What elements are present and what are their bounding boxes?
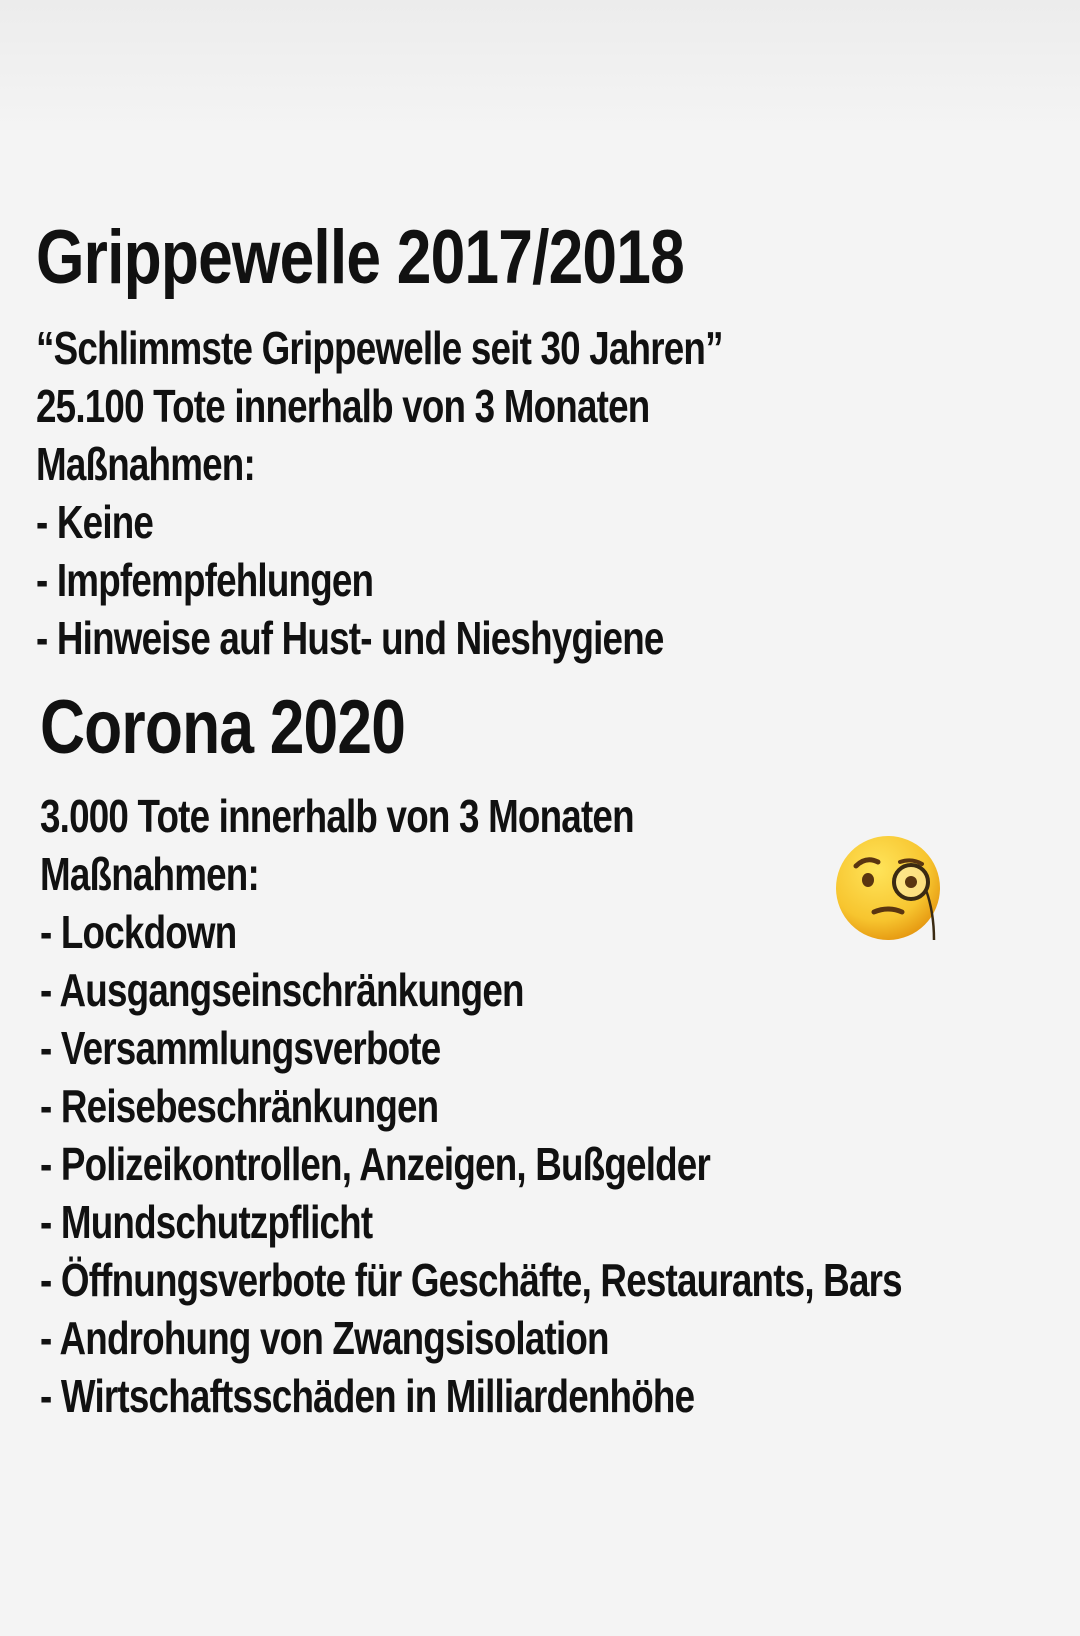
face-with-monocle-icon — [834, 832, 946, 944]
corona-measure-item: - Reisebeschränkungen — [40, 1080, 439, 1132]
corona-measure-item: - Mundschutzpflicht — [40, 1196, 373, 1248]
corona-measure-item: - Ausgangseinschränkungen — [40, 964, 524, 1016]
flu-measure-item: - Hinweise auf Hust- und Nieshygiene — [36, 612, 664, 664]
corona-measure-item: - Androhung von Zwangsisolation — [40, 1312, 609, 1364]
corona-measure-item: - Öffnungsverbote für Geschäfte, Restaurants, Bars — [40, 1254, 902, 1306]
corona-heading: Corona 2020 — [40, 685, 406, 770]
corona-measures-label: Maßnahmen: — [40, 848, 259, 900]
corona-measure-item: - Versammlungsverbote — [40, 1022, 441, 1074]
flu-measures-label: Maßnahmen: — [36, 438, 255, 490]
corona-measure-item: - Lockdown — [40, 906, 237, 958]
corona-deaths: 3.000 Tote innerhalb von 3 Monaten — [40, 790, 634, 842]
flu-measure-item: - Keine — [36, 496, 154, 548]
flu-heading: Grippewelle 2017/2018 — [36, 215, 684, 300]
corona-measure-item: - Polizeikontrollen, Anzeigen, Bußgelder — [40, 1138, 710, 1190]
flu-deaths: 25.100 Tote innerhalb von 3 Monaten — [36, 380, 650, 432]
flu-quote: “Schlimmste Grippewelle seit 30 Jahren” — [36, 322, 723, 374]
flu-measure-item: - Impfempfehlungen — [36, 554, 374, 606]
corona-measure-item: - Wirtschaftsschäden in Milliardenhöhe — [40, 1370, 695, 1422]
